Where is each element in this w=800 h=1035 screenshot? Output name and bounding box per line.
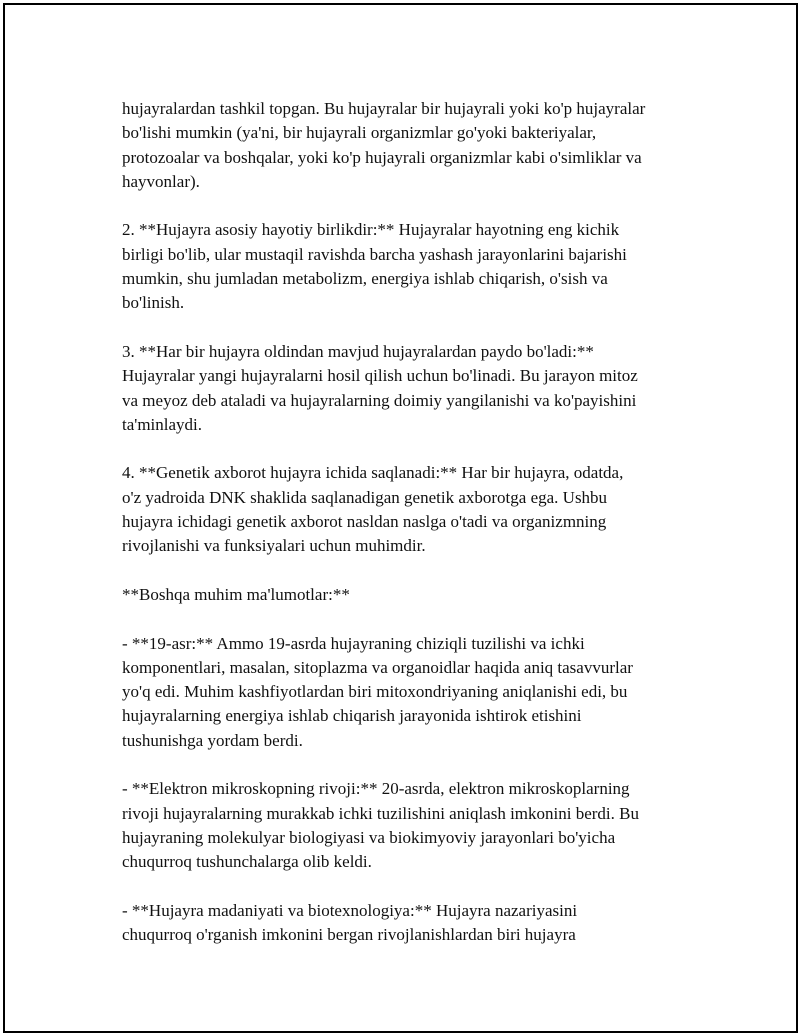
page-border bbox=[3, 3, 798, 1033]
paragraph-cell-intro-continued bbox=[122, 97, 702, 194]
text-line: - **19-asr:** Ammo 19-asrda hujayraning chiziqli tuzilishi va ichki bbox=[122, 633, 585, 653]
text-line: Hujayralar yangi hujayralarni hosil qilish uchun bo'linadi. Bu jarayon mitoz bbox=[122, 366, 638, 386]
text-line: hayvonlar). bbox=[122, 171, 200, 191]
text-line: bo'linish. bbox=[122, 293, 185, 313]
text-line: hujayralardan tashkil topgan. Bu hujayralar bir hujayrali yoki ko'p hujayralar bbox=[122, 99, 646, 118]
text-line: birligi bo'lib, ular mustaqil ravishda barcha yashash jarayonlarini bajarishi bbox=[122, 244, 627, 264]
text-line: 4. **Genetik axborot hujayra ichida saqlanadi:** Har bir hujayra, odatda, bbox=[122, 463, 624, 483]
text-line: - **Hujayra madaniyati va biotexnologiya:** Hujayra nazariyasini bbox=[122, 900, 578, 920]
paragraph-bullet-cell-culture bbox=[122, 899, 702, 948]
text-line: hujayra ichidagi genetik axborot nasldan naslga o'tadi va organizmning bbox=[122, 512, 607, 532]
text-line: tushunishga yordam berdi. bbox=[122, 730, 303, 750]
text-line: 2. **Hujayra asosiy hayotiy birlikdir:** Hujayralar hayotning eng kichik bbox=[122, 220, 620, 240]
text-line: komponentlari, masalan, sitoplazma va organoidlar haqida aniq tasavvurlar bbox=[122, 657, 633, 677]
text-line: - **Elektron mikroskopning rivoji:** 20-asrda, elektron mikroskoplarning bbox=[122, 779, 630, 799]
text-line: mumkin, shu jumladan metabolizm, energiya ishlab chiqarish, o'sish va bbox=[122, 269, 608, 289]
paragraph-point-4 bbox=[122, 461, 702, 558]
section-heading-other-info bbox=[122, 583, 702, 607]
text-line: **Boshqa muhim ma'lumotlar:** bbox=[122, 584, 350, 604]
text-line: chuqurroq o'rganish imkonini bergan rivojlanishlardan biri hujayra bbox=[122, 925, 576, 945]
paragraph-point-2 bbox=[122, 218, 702, 315]
document-body bbox=[122, 97, 702, 947]
text-line: ta'minlaydi. bbox=[122, 414, 203, 434]
text-line: protozoalar va boshqalar, yoki ko'p hujayrali organizmlar kabi o'simliklar va bbox=[122, 147, 642, 167]
text-line: rivoji hujayralarning murakkab ichki tuzilishini aniqlash imkonini berdi. Bu bbox=[122, 803, 639, 823]
text-line: hujayralarning energiya ishlab chiqarish jarayonida ishtirok etishini bbox=[122, 706, 582, 726]
paragraph-bullet-19th-century bbox=[122, 632, 702, 753]
text-line: bo'lishi mumkin (ya'ni, bir hujayrali organizmlar go'yoki bakteriyalar, bbox=[122, 123, 597, 143]
paragraph-bullet-electron-microscope bbox=[122, 777, 702, 874]
text-line: hujayraning molekulyar biologiyasi va biokimyoviy jarayonlari bo'yicha bbox=[122, 827, 616, 847]
text-line: 3. **Har bir hujayra oldindan mavjud hujayralardan paydo bo'ladi:** bbox=[122, 341, 594, 361]
paragraph-point-3 bbox=[122, 340, 702, 437]
text-line: va meyoz deb ataladi va hujayralarning doimiy yangilanishi va ko'payishini bbox=[122, 390, 637, 410]
text-line: chuqurroq tushunchalarga olib keldi. bbox=[122, 852, 372, 872]
text-line: rivojlanishi va funksiyalari uchun muhimdir. bbox=[122, 536, 426, 556]
text-line: o'z yadroida DNK shaklida saqlanadigan genetik axborotga ega. Ushbu bbox=[122, 487, 608, 507]
text-line: yo'q edi. Muhim kashfiyotlardan biri mitoxondriyaning aniqlanishi edi, bu bbox=[122, 682, 628, 702]
